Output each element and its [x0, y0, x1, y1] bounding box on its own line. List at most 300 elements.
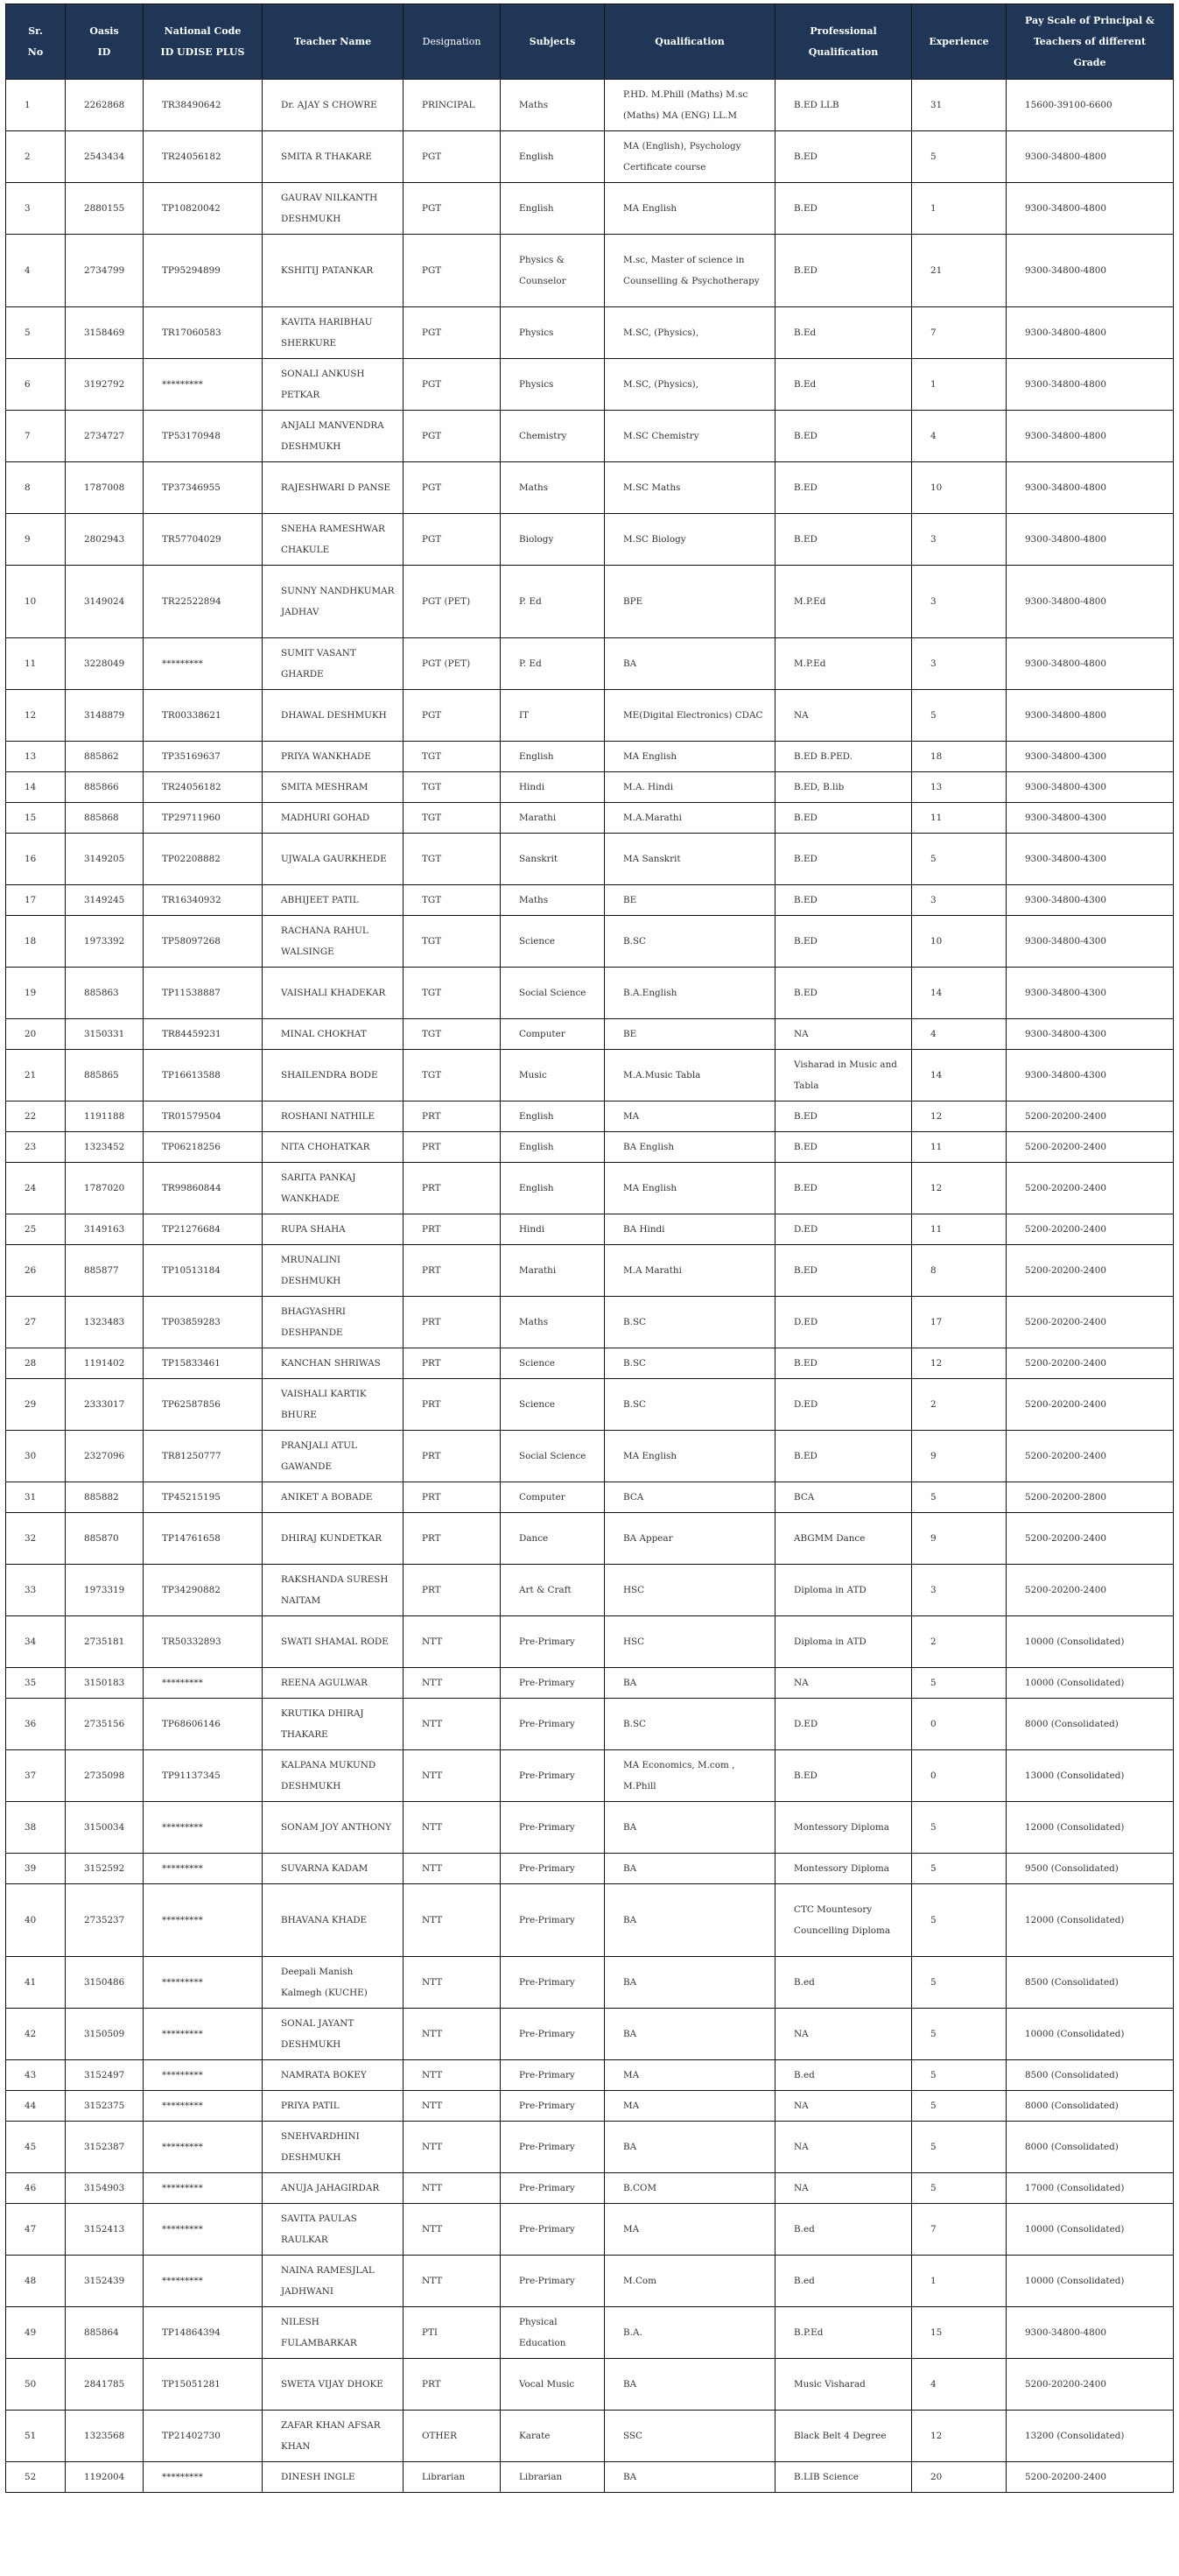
cell-oasis-id: 885882: [66, 1482, 144, 1513]
cell-subjects: Maths: [501, 1297, 605, 1348]
cell-subjects: Pre-Primary: [501, 1668, 605, 1699]
cell-qualification: M.SC, (Physics),: [605, 359, 775, 411]
cell-oasis-id: 2333017: [66, 1379, 144, 1431]
cell-qualification: P.HD. M.Phill (Maths) M.sc (Maths) MA (ENG) LL.M: [605, 80, 775, 131]
cell-professional-qualification: B.ED: [775, 834, 912, 885]
cell-teacher-name: SONALI ANKUSH PETKAR: [263, 359, 404, 411]
cell-national-code: TR24056182: [144, 772, 263, 803]
cell-sr-no: 34: [6, 1616, 66, 1668]
cell-designation: TGT: [404, 968, 501, 1019]
cell-sr-no: 38: [6, 1802, 66, 1854]
cell-qualification: M.SC Chemistry: [605, 411, 775, 462]
cell-subjects: Art & Craft: [501, 1565, 605, 1616]
cell-subjects: English: [501, 131, 605, 183]
cell-oasis-id: 1787020: [66, 1163, 144, 1214]
cell-teacher-name: SHAILENDRA BODE: [263, 1050, 404, 1101]
cell-experience: 12: [912, 1163, 1007, 1214]
cell-designation: PGT: [404, 462, 501, 514]
cell-qualification: M.Com: [605, 2256, 775, 2307]
table-row: [6, 2359, 1174, 2411]
table-row: [6, 1297, 1174, 1348]
cell-teacher-name: BHAVANA KHADE: [263, 1884, 404, 1957]
cell-national-code: TP21402730: [144, 2411, 263, 2462]
cell-designation: PRT: [404, 1482, 501, 1513]
cell-designation: NTT: [404, 1750, 501, 1802]
cell-national-code: TP35169637: [144, 742, 263, 772]
cell-experience: 5: [912, 2009, 1007, 2060]
cell-designation: TGT: [404, 1050, 501, 1101]
cell-designation: PRT: [404, 1163, 501, 1214]
cell-professional-qualification: Diploma in ATD: [775, 1565, 912, 1616]
cell-national-code: *********: [144, 2204, 263, 2256]
cell-experience: 31: [912, 80, 1007, 131]
cell-teacher-name: NAMRATA BOKEY: [263, 2060, 404, 2091]
cell-sr-no: 49: [6, 2307, 66, 2359]
cell-national-code: TP29711960: [144, 803, 263, 834]
cell-national-code: TR57704029: [144, 514, 263, 566]
cell-qualification: BA: [605, 1854, 775, 1884]
cell-pay-scale: 8000 (Consolidated): [1007, 1699, 1174, 1750]
cell-sr-no: 46: [6, 2173, 66, 2204]
table-row: [6, 834, 1174, 885]
cell-professional-qualification: B.ed: [775, 1957, 912, 2009]
cell-experience: 13: [912, 772, 1007, 803]
cell-oasis-id: 2735098: [66, 1750, 144, 1802]
cell-qualification: BCA: [605, 1482, 775, 1513]
cell-qualification: BA: [605, 2359, 775, 2411]
cell-qualification: BPE: [605, 566, 775, 638]
cell-professional-qualification: B.ed: [775, 2256, 912, 2307]
cell-designation: PGT: [404, 131, 501, 183]
cell-national-code: TP37346955: [144, 462, 263, 514]
cell-oasis-id: 3150486: [66, 1957, 144, 2009]
cell-oasis-id: 885865: [66, 1050, 144, 1101]
teacher-staff-table: [5, 4, 1174, 2493]
cell-experience: 20: [912, 2462, 1007, 2493]
cell-teacher-name: NILESH FULAMBARKAR: [263, 2307, 404, 2359]
cell-teacher-name: BHAGYASHRI DESHPANDE: [263, 1297, 404, 1348]
cell-qualification: M.A. Hindi: [605, 772, 775, 803]
cell-experience: 0: [912, 1699, 1007, 1750]
cell-sr-no: 4: [6, 235, 66, 307]
cell-oasis-id: 2735156: [66, 1699, 144, 1750]
table-row: [6, 462, 1174, 514]
cell-teacher-name: SMITA MESHRAM: [263, 772, 404, 803]
cell-qualification: B.SC: [605, 1699, 775, 1750]
cell-pay-scale: 9500 (Consolidated): [1007, 1854, 1174, 1884]
cell-qualification: B.A.: [605, 2307, 775, 2359]
cell-sr-no: 15: [6, 803, 66, 834]
cell-national-code: TP95294899: [144, 235, 263, 307]
cell-pay-scale: 5200-20200-2400: [1007, 2359, 1174, 2411]
cell-professional-qualification: NA: [775, 690, 912, 742]
cell-teacher-name: DINESH INGLE: [263, 2462, 404, 2493]
cell-subjects: Pre-Primary: [501, 2009, 605, 2060]
cell-professional-qualification: B.ED: [775, 885, 912, 916]
cell-sr-no: 33: [6, 1565, 66, 1616]
table-row: [6, 1101, 1174, 1132]
cell-pay-scale: 8500 (Consolidated): [1007, 1957, 1174, 2009]
cell-designation: PRT: [404, 1132, 501, 1163]
cell-qualification: HSC: [605, 1565, 775, 1616]
cell-teacher-name: KAVITA HARIBHAU SHERKURE: [263, 307, 404, 359]
cell-teacher-name: MADHURI GOHAD: [263, 803, 404, 834]
cell-qualification: BA: [605, 2462, 775, 2493]
cell-pay-scale: 9300-34800-4800: [1007, 2307, 1174, 2359]
cell-professional-qualification: B.ED: [775, 1431, 912, 1482]
cell-subjects: Social Science: [501, 968, 605, 1019]
cell-qualification: B.SC: [605, 1297, 775, 1348]
table-row: [6, 803, 1174, 834]
cell-experience: 0: [912, 1750, 1007, 1802]
cell-subjects: Social Science: [501, 1431, 605, 1482]
cell-pay-scale: 5200-20200-2800: [1007, 1482, 1174, 1513]
cell-oasis-id: 3149163: [66, 1214, 144, 1245]
cell-oasis-id: 885866: [66, 772, 144, 803]
table-row: [6, 80, 1174, 131]
cell-subjects: Pre-Primary: [501, 1616, 605, 1668]
cell-professional-qualification: B.ED LLB: [775, 80, 912, 131]
cell-sr-no: 2: [6, 131, 66, 183]
cell-qualification: MA: [605, 2204, 775, 2256]
cell-oasis-id: 3152592: [66, 1854, 144, 1884]
cell-subjects: Dance: [501, 1513, 605, 1565]
cell-qualification: BA English: [605, 1132, 775, 1163]
cell-designation: PRT: [404, 1431, 501, 1482]
cell-professional-qualification: Montessory Diploma: [775, 1802, 912, 1854]
cell-designation: PTI: [404, 2307, 501, 2359]
cell-designation: TGT: [404, 885, 501, 916]
cell-subjects: P. Ed: [501, 638, 605, 690]
table-row: [6, 1802, 1174, 1854]
cell-oasis-id: 2327096: [66, 1431, 144, 1482]
cell-sr-no: 28: [6, 1348, 66, 1379]
cell-oasis-id: 2802943: [66, 514, 144, 566]
cell-experience: 2: [912, 1379, 1007, 1431]
cell-sr-no: 6: [6, 359, 66, 411]
cell-qualification: M.SC Biology: [605, 514, 775, 566]
cell-oasis-id: 1191402: [66, 1348, 144, 1379]
cell-pay-scale: 9300-34800-4800: [1007, 359, 1174, 411]
cell-national-code: TP03859283: [144, 1297, 263, 1348]
cell-teacher-name: VAISHALI KARTIK BHURE: [263, 1379, 404, 1431]
cell-designation: NTT: [404, 1854, 501, 1884]
cell-oasis-id: 2734727: [66, 411, 144, 462]
cell-pay-scale: 5200-20200-2400: [1007, 1245, 1174, 1297]
cell-pay-scale: 5200-20200-2400: [1007, 1348, 1174, 1379]
cell-pay-scale: 10000 (Consolidated): [1007, 1616, 1174, 1668]
cell-pay-scale: 9300-34800-4800: [1007, 514, 1174, 566]
cell-professional-qualification: B.ED: [775, 462, 912, 514]
cell-sr-no: 7: [6, 411, 66, 462]
cell-experience: 5: [912, 1854, 1007, 1884]
cell-sr-no: 14: [6, 772, 66, 803]
cell-designation: NTT: [404, 1802, 501, 1854]
cell-professional-qualification: NA: [775, 2009, 912, 2060]
cell-pay-scale: 9300-34800-4300: [1007, 968, 1174, 1019]
cell-pay-scale: 9300-34800-4800: [1007, 307, 1174, 359]
cell-oasis-id: 3154903: [66, 2173, 144, 2204]
cell-national-code: TP91137345: [144, 1750, 263, 1802]
cell-subjects: Pre-Primary: [501, 2060, 605, 2091]
cell-teacher-name: REENA AGULWAR: [263, 1668, 404, 1699]
cell-national-code: TP68606146: [144, 1699, 263, 1750]
table-row: [6, 307, 1174, 359]
cell-pay-scale: 5200-20200-2400: [1007, 1214, 1174, 1245]
table-row: [6, 1699, 1174, 1750]
cell-qualification: MA: [605, 2060, 775, 2091]
cell-sr-no: 27: [6, 1297, 66, 1348]
cell-qualification: M.SC, (Physics),: [605, 307, 775, 359]
cell-experience: 3: [912, 885, 1007, 916]
cell-subjects: Biology: [501, 514, 605, 566]
cell-qualification: M.SC Maths: [605, 462, 775, 514]
cell-oasis-id: 2841785: [66, 2359, 144, 2411]
column-header-qualification: Qualification: [605, 4, 775, 80]
cell-subjects: English: [501, 183, 605, 235]
table-row: [6, 690, 1174, 742]
teacher-table-container: [5, 4, 1173, 2493]
cell-sr-no: 51: [6, 2411, 66, 2462]
cell-experience: 5: [912, 131, 1007, 183]
table-body: [6, 80, 1174, 2493]
cell-experience: 5: [912, 1884, 1007, 1957]
cell-national-code: TR01579504: [144, 1101, 263, 1132]
table-row: [6, 131, 1174, 183]
cell-designation: PRT: [404, 1379, 501, 1431]
cell-designation: NTT: [404, 2009, 501, 2060]
cell-qualification: BA: [605, 638, 775, 690]
column-header-experience: Experience: [912, 4, 1007, 80]
cell-pay-scale: 9300-34800-4300: [1007, 916, 1174, 968]
cell-oasis-id: 885863: [66, 968, 144, 1019]
cell-subjects: Physics: [501, 359, 605, 411]
cell-sr-no: 39: [6, 1854, 66, 1884]
cell-sr-no: 22: [6, 1101, 66, 1132]
cell-experience: 1: [912, 359, 1007, 411]
cell-teacher-name: SARITA PANKAJ WANKHADE: [263, 1163, 404, 1214]
cell-teacher-name: ANIKET A BOBADE: [263, 1482, 404, 1513]
cell-pay-scale: 9300-34800-4800: [1007, 462, 1174, 514]
cell-sr-no: 9: [6, 514, 66, 566]
cell-sr-no: 17: [6, 885, 66, 916]
cell-national-code: *********: [144, 2173, 263, 2204]
cell-pay-scale: 9300-34800-4300: [1007, 1019, 1174, 1050]
cell-sr-no: 32: [6, 1513, 66, 1565]
cell-pay-scale: 9300-34800-4800: [1007, 235, 1174, 307]
cell-oasis-id: 1323483: [66, 1297, 144, 1348]
cell-designation: PGT: [404, 235, 501, 307]
cell-oasis-id: 1191188: [66, 1101, 144, 1132]
cell-national-code: TP06218256: [144, 1132, 263, 1163]
cell-teacher-name: RUPA SHAHA: [263, 1214, 404, 1245]
cell-oasis-id: 2735237: [66, 1884, 144, 1957]
cell-national-code: TR81250777: [144, 1431, 263, 1482]
cell-sr-no: 10: [6, 566, 66, 638]
cell-subjects: English: [501, 1101, 605, 1132]
cell-professional-qualification: B.Ed: [775, 359, 912, 411]
table-row: [6, 2307, 1174, 2359]
cell-designation: Librarian: [404, 2462, 501, 2493]
cell-experience: 3: [912, 514, 1007, 566]
cell-subjects: Maths: [501, 462, 605, 514]
cell-professional-qualification: D.ED: [775, 1699, 912, 1750]
cell-teacher-name: SWATI SHAMAL RODE: [263, 1616, 404, 1668]
cell-experience: 7: [912, 2204, 1007, 2256]
cell-sr-no: 31: [6, 1482, 66, 1513]
cell-professional-qualification: Music Visharad: [775, 2359, 912, 2411]
cell-qualification: MA (English), Psychology Certificate course: [605, 131, 775, 183]
cell-sr-no: 18: [6, 916, 66, 968]
cell-designation: PRT: [404, 1513, 501, 1565]
cell-oasis-id: 2262868: [66, 80, 144, 131]
cell-qualification: B.SC: [605, 1379, 775, 1431]
cell-oasis-id: 1973392: [66, 916, 144, 968]
table-row: [6, 916, 1174, 968]
cell-national-code: TP15833461: [144, 1348, 263, 1379]
cell-professional-qualification: D.ED: [775, 1214, 912, 1245]
cell-subjects: English: [501, 1132, 605, 1163]
cell-pay-scale: 12000 (Consolidated): [1007, 1884, 1174, 1957]
table-row: [6, 2204, 1174, 2256]
cell-pay-scale: 8000 (Consolidated): [1007, 2122, 1174, 2173]
cell-national-code: *********: [144, 2462, 263, 2493]
cell-professional-qualification: D.ED: [775, 1297, 912, 1348]
table-row: [6, 2122, 1174, 2173]
cell-experience: 17: [912, 1297, 1007, 1348]
cell-sr-no: 36: [6, 1699, 66, 1750]
cell-designation: NTT: [404, 2256, 501, 2307]
cell-subjects: Pre-Primary: [501, 2091, 605, 2122]
table-row: [6, 235, 1174, 307]
cell-sr-no: 16: [6, 834, 66, 885]
cell-qualification: SSC: [605, 2411, 775, 2462]
cell-national-code: TP10820042: [144, 183, 263, 235]
cell-national-code: TP02208882: [144, 834, 263, 885]
cell-designation: NTT: [404, 2122, 501, 2173]
cell-subjects: Computer: [501, 1019, 605, 1050]
cell-oasis-id: 3152375: [66, 2091, 144, 2122]
cell-qualification: MA English: [605, 1163, 775, 1214]
cell-pay-scale: 5200-20200-2400: [1007, 1101, 1174, 1132]
table-row: [6, 638, 1174, 690]
cell-national-code: TR16340932: [144, 885, 263, 916]
cell-national-code: TP14864394: [144, 2307, 263, 2359]
cell-national-code: TR22522894: [144, 566, 263, 638]
cell-national-code: *********: [144, 2009, 263, 2060]
cell-experience: 5: [912, 834, 1007, 885]
cell-teacher-name: DHAWAL DESHMUKH: [263, 690, 404, 742]
cell-professional-qualification: B.ED: [775, 803, 912, 834]
cell-teacher-name: KSHITIJ PATANKAR: [263, 235, 404, 307]
cell-experience: 11: [912, 1214, 1007, 1245]
cell-pay-scale: 9300-34800-4800: [1007, 638, 1174, 690]
cell-pay-scale: 8500 (Consolidated): [1007, 2060, 1174, 2091]
cell-pay-scale: 10000 (Consolidated): [1007, 2009, 1174, 2060]
cell-designation: TGT: [404, 742, 501, 772]
cell-experience: 5: [912, 2060, 1007, 2091]
cell-sr-no: 1: [6, 80, 66, 131]
cell-subjects: Librarian: [501, 2462, 605, 2493]
cell-national-code: TR38490642: [144, 80, 263, 131]
cell-designation: OTHER: [404, 2411, 501, 2462]
cell-subjects: Pre-Primary: [501, 2256, 605, 2307]
cell-sr-no: 45: [6, 2122, 66, 2173]
cell-experience: 5: [912, 1668, 1007, 1699]
cell-pay-scale: 5200-20200-2400: [1007, 1163, 1174, 1214]
cell-subjects: Physics: [501, 307, 605, 359]
cell-subjects: Pre-Primary: [501, 2173, 605, 2204]
cell-designation: PGT: [404, 514, 501, 566]
cell-qualification: MA Economics, M.com , M.Phill: [605, 1750, 775, 1802]
cell-professional-qualification: Visharad in Music and Tabla: [775, 1050, 912, 1101]
cell-national-code: TP53170948: [144, 411, 263, 462]
cell-qualification: B.SC: [605, 916, 775, 968]
cell-teacher-name: ABHIJEET PATIL: [263, 885, 404, 916]
cell-experience: 2: [912, 1616, 1007, 1668]
cell-professional-qualification: Black Belt 4 Degree: [775, 2411, 912, 2462]
table-row: [6, 2462, 1174, 2493]
cell-teacher-name: Dr. AJAY S CHOWRE: [263, 80, 404, 131]
cell-sr-no: 25: [6, 1214, 66, 1245]
cell-experience: 5: [912, 2122, 1007, 2173]
cell-teacher-name: VAISHALI KHADEKAR: [263, 968, 404, 1019]
cell-oasis-id: 885864: [66, 2307, 144, 2359]
cell-subjects: Science: [501, 1379, 605, 1431]
cell-pay-scale: 5200-20200-2400: [1007, 1565, 1174, 1616]
column-header-subjects: Subjects: [501, 4, 605, 80]
table-header: [6, 4, 1174, 80]
cell-sr-no: 5: [6, 307, 66, 359]
cell-subjects: Hindi: [501, 1214, 605, 1245]
cell-qualification: B.SC: [605, 1348, 775, 1379]
cell-subjects: Computer: [501, 1482, 605, 1513]
cell-qualification: M.A Marathi: [605, 1245, 775, 1297]
cell-national-code: TP62587856: [144, 1379, 263, 1431]
table-row: [6, 2173, 1174, 2204]
cell-oasis-id: 3152439: [66, 2256, 144, 2307]
cell-professional-qualification: B.ED, B.lib: [775, 772, 912, 803]
cell-designation: PGT: [404, 307, 501, 359]
cell-pay-scale: 9300-34800-4300: [1007, 742, 1174, 772]
table-row: [6, 1050, 1174, 1101]
cell-sr-no: 48: [6, 2256, 66, 2307]
cell-experience: 12: [912, 1348, 1007, 1379]
cell-oasis-id: 2734799: [66, 235, 144, 307]
cell-subjects: Chemistry: [501, 411, 605, 462]
cell-pay-scale: 12000 (Consolidated): [1007, 1802, 1174, 1854]
cell-teacher-name: ANUJA JAHAGIRDAR: [263, 2173, 404, 2204]
cell-subjects: IT: [501, 690, 605, 742]
cell-teacher-name: DHIRAJ KUNDETKAR: [263, 1513, 404, 1565]
cell-national-code: TR84459231: [144, 1019, 263, 1050]
cell-teacher-name: GAURAV NILKANTH DESHMUKH: [263, 183, 404, 235]
cell-national-code: *********: [144, 1957, 263, 2009]
cell-experience: 12: [912, 2411, 1007, 2462]
cell-professional-qualification: NA: [775, 1668, 912, 1699]
cell-designation: PGT: [404, 183, 501, 235]
cell-national-code: TR24056182: [144, 131, 263, 183]
table-row: [6, 1163, 1174, 1214]
cell-experience: 15: [912, 2307, 1007, 2359]
cell-professional-qualification: B.ed: [775, 2204, 912, 2256]
cell-experience: 5: [912, 1482, 1007, 1513]
cell-teacher-name: SUMIT VASANT GHARDE: [263, 638, 404, 690]
cell-sr-no: 24: [6, 1163, 66, 1214]
cell-professional-qualification: B.ED B.PED.: [775, 742, 912, 772]
cell-experience: 10: [912, 462, 1007, 514]
table-row: [6, 2256, 1174, 2307]
